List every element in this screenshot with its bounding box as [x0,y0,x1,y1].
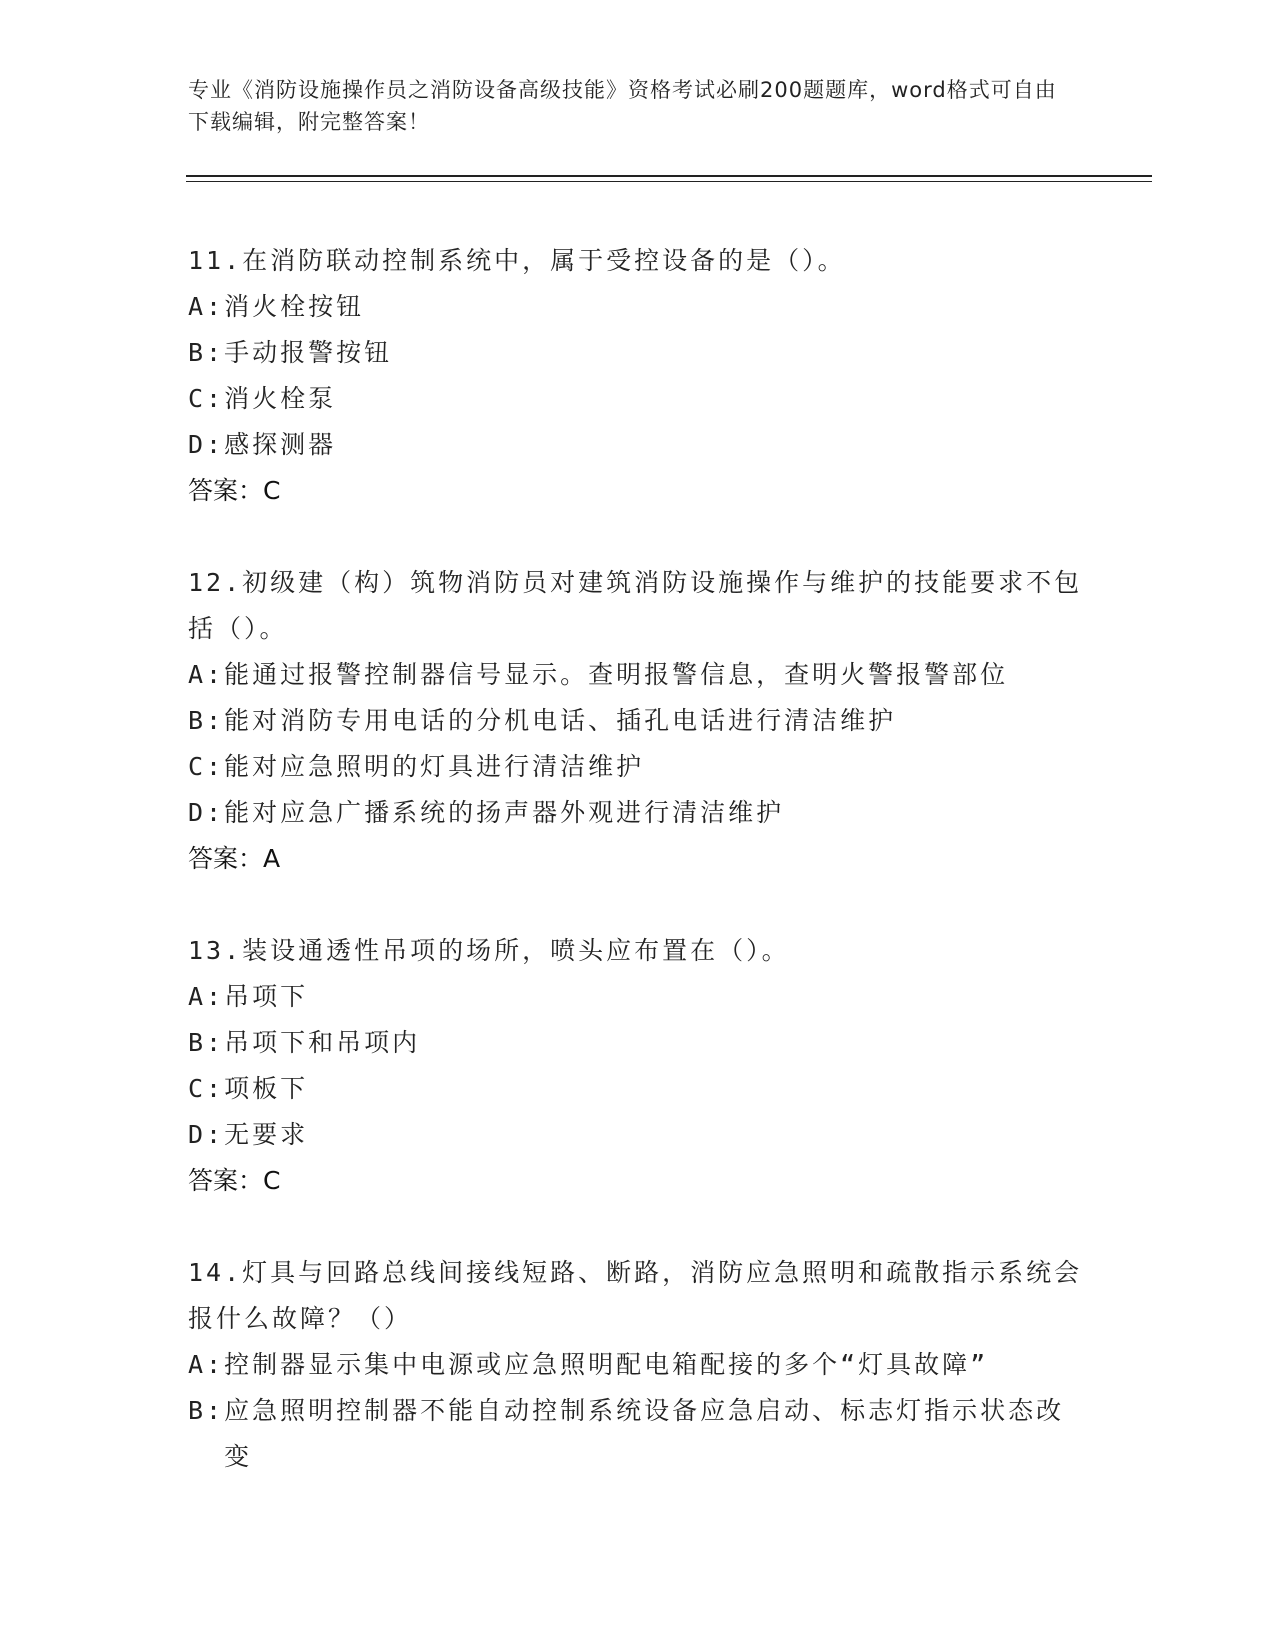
question-stem: 14.灯具与回路总线间接线短路、断路，消防应急照明和疏散指示系统会报什么故障？（） [188,1258,1083,1333]
option-text: 项板下 [224,1074,309,1103]
option-text: 能通过报警控制器信号显示。查明报警信息，查明火警报警部位 [224,660,1009,689]
option-letter: C: [188,384,225,413]
option-text: 消火栓按钮 [224,292,365,321]
option-letter: D: [188,430,225,459]
option-text: 吊项下 [224,982,309,1011]
option-b [188,1388,1088,1480]
option-letter: D: [188,798,225,827]
question-stem: 11.在消防联动控制系统中，属于受控设备的是（）。 [188,246,846,275]
option-letter: C: [188,1074,225,1103]
header-divider-thick [186,175,1152,177]
answer-line: 答案：C [188,476,281,505]
option-letter: A: [188,292,225,321]
option-b [188,698,1088,744]
option-text: 吊项下和吊项内 [224,1028,421,1057]
option-letter: B: [188,1396,225,1425]
option-letter: C: [188,752,225,781]
question-11 [188,238,1088,514]
option-c [188,376,1088,422]
question-stem: 12.初级建（构）筑物消防员对建筑消防设施操作与维护的技能要求不包括（）。 [188,568,1083,643]
option-text: 控制器显示集中电源或应急照明配电箱配接的多个“灯具故障” [224,1350,989,1379]
option-c [188,1066,1088,1112]
answer-line: 答案：A [188,844,281,873]
option-a [188,974,1088,1020]
option-letter: A: [188,982,225,1011]
option-text: 能对应急广播系统的扬声器外观进行清洁维护 [224,798,785,827]
question-13 [188,928,1088,1204]
header-divider-thin [186,181,1152,182]
option-text: 能对消防专用电话的分机电话、插孔电话进行清洁维护 [224,706,897,735]
option-letter: D: [188,1120,225,1149]
option-d [188,1112,1088,1158]
option-d [188,422,1088,468]
option-text: 消火栓泵 [224,384,337,413]
option-letter: A: [188,660,225,689]
option-a [188,1342,1088,1388]
option-text: 无要求 [224,1120,309,1149]
option-letter: B: [188,706,225,735]
question-list [188,238,1088,1526]
answer-line: 答案：C [188,1166,281,1195]
option-d [188,790,1088,836]
option-text: 手动报警按钮 [224,338,393,367]
option-a [188,652,1088,698]
option-letter: B: [188,1028,225,1057]
question-stem: 13.装设通透性吊项的场所，喷头应布置在（）。 [188,936,790,965]
option-b [188,1020,1088,1066]
option-letter: A: [188,1350,225,1379]
option-c [188,744,1088,790]
option-b [188,330,1088,376]
option-letter: B: [188,338,225,367]
option-a [188,284,1088,330]
option-text: 能对应急照明的灯具进行清洁维护 [224,752,645,781]
question-14 [188,1250,1088,1480]
question-12 [188,560,1088,882]
document-header: 专业《消防设施操作员之消防设备高级技能》资格考试必刷200题题库，word格式可自由下载编辑，附完整答案！ [188,78,1057,134]
option-text: 应急照明控制器不能自动控制系统设备应急启动、标志灯指示状态改变 [224,1396,1065,1471]
option-text: 感探测器 [224,430,337,459]
